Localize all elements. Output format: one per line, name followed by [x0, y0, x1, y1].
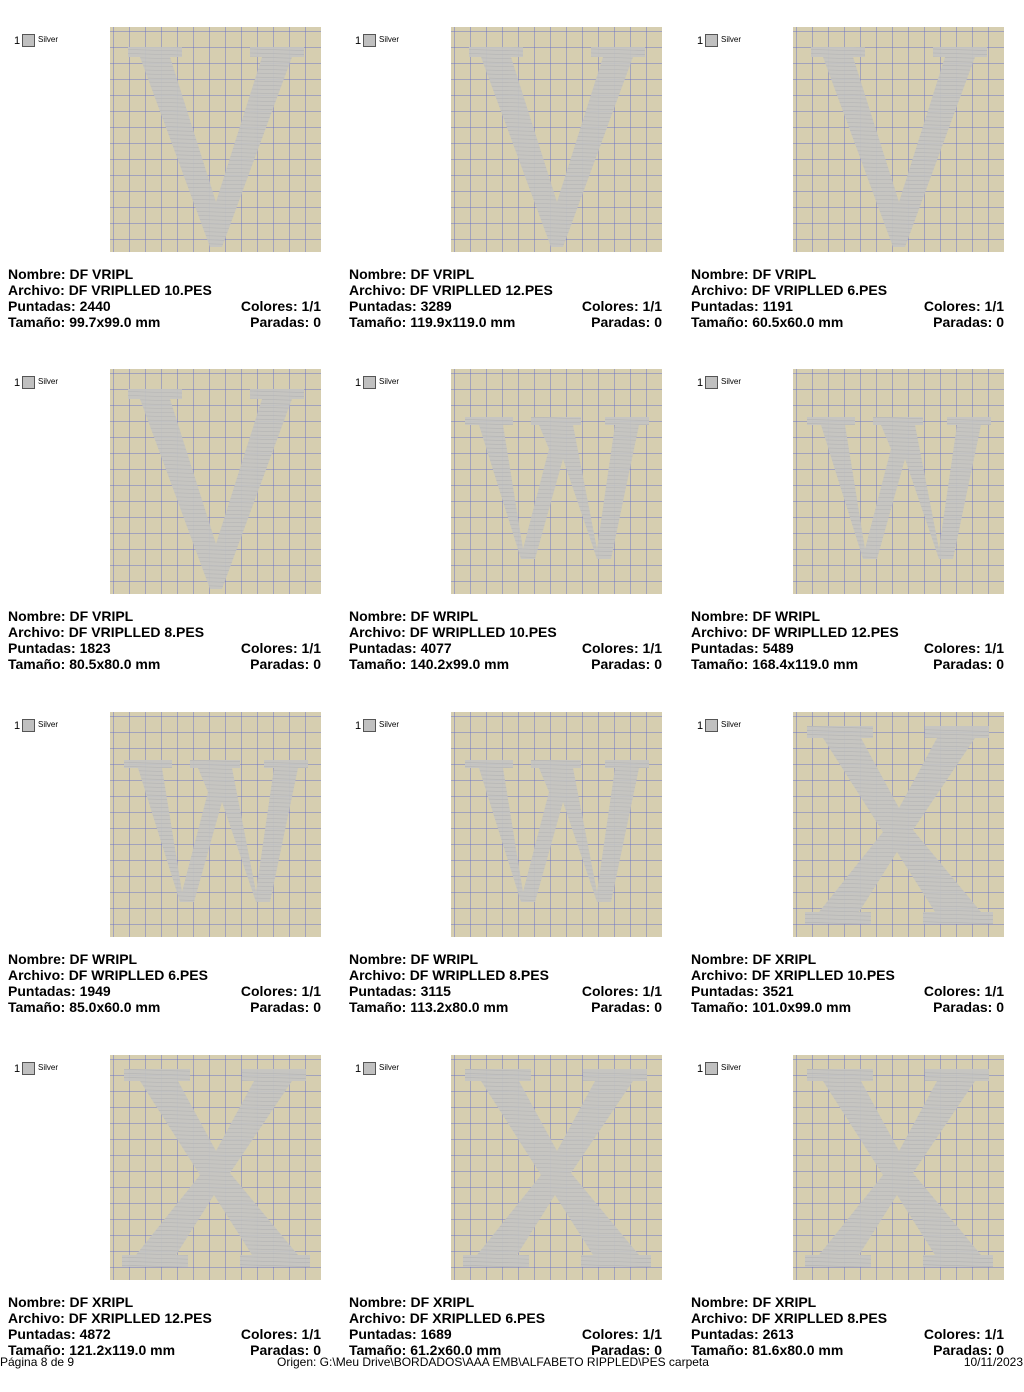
- design-file: DF XRIPLLED 12.PES: [68, 1310, 212, 1326]
- colors-label: Colores:: [923, 640, 981, 656]
- size-label: Tamaño:: [8, 314, 66, 330]
- stitches-label: Puntadas:: [349, 983, 417, 999]
- stitches-label: Puntadas:: [349, 640, 417, 656]
- letter-glyph-icon: [793, 1055, 1004, 1280]
- stitch-count: 2613: [762, 1326, 794, 1342]
- design-info: [691, 266, 1004, 330]
- design-file: DF WRIPLLED 6.PES: [68, 967, 208, 983]
- name-label: Nombre:: [691, 951, 749, 967]
- swatch-number: 1: [14, 35, 21, 47]
- colors-label: Colores:: [581, 1326, 639, 1342]
- design-name: DF WRIPL: [69, 951, 138, 967]
- design-file: DF XRIPLLED 8.PES: [751, 1310, 888, 1326]
- stops-label: Paradas:: [933, 1342, 993, 1358]
- design-card: [691, 719, 1021, 1049]
- swatch-number: 1: [355, 35, 362, 47]
- colors-label: Colores:: [923, 298, 981, 314]
- design-name: DF WRIPL: [752, 608, 821, 624]
- color-count: 1/1: [301, 640, 321, 656]
- colors-label: Colores:: [923, 983, 981, 999]
- name-label: Nombre:: [8, 951, 66, 967]
- size-label: Tamaño:: [8, 1342, 66, 1358]
- embroidery-preview: [110, 369, 321, 594]
- color-count: 1/1: [301, 298, 321, 314]
- file-label: Archivo:: [8, 282, 65, 298]
- name-label: Nombre:: [349, 608, 407, 624]
- stops-label: Paradas:: [591, 999, 651, 1015]
- color-box: [363, 1062, 376, 1075]
- stops-label: Paradas:: [933, 656, 993, 672]
- stop-count: 0: [313, 656, 321, 672]
- swatch-number: 1: [697, 35, 704, 47]
- color-name: Silver: [38, 377, 59, 386]
- design-card: [8, 34, 338, 364]
- colors-label: Colores:: [923, 1326, 981, 1342]
- stitches-label: Puntadas:: [691, 640, 759, 656]
- embroidery-preview: [451, 27, 662, 252]
- design-card: [691, 1062, 1021, 1392]
- color-count: 1/1: [984, 983, 1004, 999]
- design-card: [349, 1062, 679, 1392]
- size-label: Tamaño:: [349, 656, 407, 672]
- design-size: 121.2x119.0 mm: [69, 1342, 176, 1358]
- design-size: 119.9x119.0 mm: [410, 314, 516, 330]
- color-name: Silver: [721, 1063, 742, 1072]
- size-label: Tamaño:: [349, 1342, 407, 1358]
- embroidery-preview: [451, 1055, 662, 1280]
- color-name: Silver: [379, 1063, 400, 1072]
- design-name: DF XRIPL: [752, 951, 817, 967]
- size-label: Tamaño:: [691, 656, 749, 672]
- file-label: Archivo:: [691, 967, 748, 983]
- design-size: 168.4x119.0 mm: [752, 656, 859, 672]
- stitch-count: 1823: [79, 640, 111, 656]
- color-name: Silver: [38, 35, 59, 44]
- color-box: [363, 34, 376, 47]
- stitch-count: 4872: [79, 1326, 111, 1342]
- stops-label: Paradas:: [250, 1342, 310, 1358]
- design-file: DF VRIPLLED 8.PES: [68, 624, 205, 640]
- file-label: Archivo:: [8, 624, 65, 640]
- color-count: 1/1: [642, 1326, 662, 1342]
- stitch-count: 4077: [420, 640, 452, 656]
- file-label: Archivo:: [8, 1310, 65, 1326]
- design-info: [349, 951, 662, 1015]
- colors-label: Colores:: [240, 298, 298, 314]
- design-name: DF VRIPL: [69, 608, 134, 624]
- design-file: DF VRIPLLED 10.PES: [68, 282, 212, 298]
- size-label: Tamaño:: [691, 1342, 749, 1358]
- size-label: Tamaño:: [349, 999, 407, 1015]
- design-size: 81.6x80.0 mm: [752, 1342, 844, 1358]
- size-label: Tamaño:: [8, 999, 66, 1015]
- stop-count: 0: [996, 656, 1004, 672]
- letter-glyph-icon: [110, 712, 321, 937]
- embroidery-preview: [793, 712, 1004, 937]
- colors-label: Colores:: [581, 640, 639, 656]
- letter-glyph-icon: [451, 27, 662, 252]
- name-label: Nombre:: [349, 266, 407, 282]
- color-name: Silver: [721, 35, 742, 44]
- embroidery-preview: [793, 1055, 1004, 1280]
- colors-label: Colores:: [240, 640, 298, 656]
- design-size: 101.0x99.0 mm: [752, 999, 852, 1015]
- design-card: [8, 376, 338, 706]
- design-file: DF WRIPLLED 10.PES: [409, 624, 557, 640]
- file-label: Archivo:: [691, 282, 748, 298]
- embroidery-preview: [110, 1055, 321, 1280]
- size-label: Tamaño:: [691, 999, 749, 1015]
- color-box: [22, 1062, 35, 1075]
- design-name: DF VRIPL: [752, 266, 817, 282]
- color-box: [705, 719, 718, 732]
- color-count: 1/1: [984, 640, 1004, 656]
- file-label: Archivo:: [349, 967, 406, 983]
- color-box: [363, 376, 376, 389]
- stop-count: 0: [654, 314, 662, 330]
- stops-label: Paradas:: [591, 1342, 651, 1358]
- stitches-label: Puntadas:: [691, 298, 759, 314]
- stop-count: 0: [313, 314, 321, 330]
- design-info: [8, 1294, 321, 1358]
- design-info: [8, 608, 321, 672]
- letter-glyph-icon: [451, 712, 662, 937]
- name-label: Nombre:: [349, 1294, 407, 1310]
- design-info: [349, 266, 662, 330]
- design-name: DF VRIPL: [410, 266, 475, 282]
- stitch-count: 2440: [79, 298, 111, 314]
- file-label: Archivo:: [349, 624, 406, 640]
- color-box: [705, 1062, 718, 1075]
- design-card: [349, 719, 679, 1049]
- design-size: 61.2x60.0 mm: [410, 1342, 502, 1358]
- embroidery-preview: [110, 27, 321, 252]
- stops-label: Paradas:: [933, 999, 993, 1015]
- stops-label: Paradas:: [250, 314, 310, 330]
- design-name: DF WRIPL: [410, 608, 479, 624]
- color-box: [705, 376, 718, 389]
- stitches-label: Puntadas:: [691, 983, 759, 999]
- origin-path: Origen: G:\Meu Drive\BORDADOS\AAA EMB\ALFABETO RIPPLED\PES carpeta: [277, 1355, 709, 1369]
- stitch-count: 3289: [420, 298, 452, 314]
- stop-count: 0: [313, 1342, 321, 1358]
- design-file: DF XRIPLLED 6.PES: [409, 1310, 546, 1326]
- name-label: Nombre:: [691, 1294, 749, 1310]
- design-name: DF XRIPL: [410, 1294, 475, 1310]
- color-count: 1/1: [301, 983, 321, 999]
- design-card: [349, 34, 679, 364]
- design-name: DF XRIPL: [69, 1294, 134, 1310]
- stop-count: 0: [313, 999, 321, 1015]
- design-file: DF WRIPLLED 12.PES: [751, 624, 899, 640]
- swatch-number: 1: [697, 377, 704, 389]
- embroidery-preview: [793, 27, 1004, 252]
- color-box: [22, 719, 35, 732]
- embroidery-preview: [110, 712, 321, 937]
- page-number: Página 8 de 9: [0, 1355, 75, 1369]
- colors-label: Colores:: [240, 1326, 298, 1342]
- stop-count: 0: [654, 1342, 662, 1358]
- stitch-count: 1689: [420, 1326, 452, 1342]
- stitches-label: Puntadas:: [691, 1326, 759, 1342]
- colors-label: Colores:: [240, 983, 298, 999]
- design-size: 80.5x80.0 mm: [69, 656, 161, 672]
- file-label: Archivo:: [349, 282, 406, 298]
- design-card: [691, 34, 1021, 364]
- design-name: DF VRIPL: [69, 266, 134, 282]
- stitches-label: Puntadas:: [8, 640, 76, 656]
- stitches-label: Puntadas:: [8, 298, 76, 314]
- swatch-number: 1: [355, 720, 362, 732]
- color-box: [705, 34, 718, 47]
- embroidery-preview: [793, 369, 1004, 594]
- name-label: Nombre:: [8, 266, 66, 282]
- design-file: DF XRIPLLED 10.PES: [751, 967, 895, 983]
- color-box: [22, 34, 35, 47]
- stops-label: Paradas:: [250, 656, 310, 672]
- stitch-count: 5489: [762, 640, 794, 656]
- stitch-count: 3521: [762, 983, 794, 999]
- size-label: Tamaño:: [691, 314, 749, 330]
- design-size: 113.2x80.0 mm: [410, 999, 509, 1015]
- stops-label: Paradas:: [933, 314, 993, 330]
- stops-label: Paradas:: [591, 656, 651, 672]
- stop-count: 0: [996, 314, 1004, 330]
- name-label: Nombre:: [691, 608, 749, 624]
- color-count: 1/1: [642, 983, 662, 999]
- stops-label: Paradas:: [591, 314, 651, 330]
- size-label: Tamaño:: [8, 656, 66, 672]
- swatch-number: 1: [14, 377, 21, 389]
- letter-glyph-icon: [110, 1055, 321, 1280]
- letter-glyph-icon: [451, 369, 662, 594]
- name-label: Nombre:: [349, 951, 407, 967]
- file-label: Archivo:: [349, 1310, 406, 1326]
- stop-count: 0: [654, 656, 662, 672]
- design-name: DF XRIPL: [752, 1294, 817, 1310]
- design-file: DF VRIPLLED 6.PES: [751, 282, 888, 298]
- color-count: 1/1: [301, 1326, 321, 1342]
- color-box: [22, 376, 35, 389]
- letter-glyph-icon: [110, 369, 321, 594]
- design-card: [8, 1062, 338, 1392]
- color-count: 1/1: [642, 640, 662, 656]
- swatch-number: 1: [14, 1063, 21, 1075]
- swatch-number: 1: [697, 1063, 704, 1075]
- letter-glyph-icon: [793, 27, 1004, 252]
- design-name: DF WRIPL: [410, 951, 479, 967]
- design-file: DF VRIPLLED 12.PES: [409, 282, 553, 298]
- stop-count: 0: [654, 999, 662, 1015]
- color-count: 1/1: [984, 1326, 1004, 1342]
- design-size: 85.0x60.0 mm: [69, 999, 161, 1015]
- embroidery-preview: [451, 712, 662, 937]
- design-card: [349, 376, 679, 706]
- stitches-label: Puntadas:: [349, 298, 417, 314]
- swatch-number: 1: [697, 720, 704, 732]
- design-file: DF WRIPLLED 8.PES: [409, 967, 549, 983]
- color-name: Silver: [38, 1063, 59, 1072]
- color-name: Silver: [379, 720, 400, 729]
- stops-label: Paradas:: [250, 999, 310, 1015]
- letter-glyph-icon: [451, 1055, 662, 1280]
- design-info: [349, 608, 662, 672]
- print-date: 10/11/2023: [963, 1355, 1023, 1369]
- file-label: Archivo:: [8, 967, 65, 983]
- swatch-number: 1: [14, 720, 21, 732]
- file-label: Archivo:: [691, 1310, 748, 1326]
- stitches-label: Puntadas:: [8, 983, 76, 999]
- design-info: [691, 608, 1004, 672]
- swatch-number: 1: [355, 377, 362, 389]
- design-size: 99.7x99.0 mm: [69, 314, 161, 330]
- stitch-count: 3115: [420, 983, 451, 999]
- stop-count: 0: [996, 1342, 1004, 1358]
- color-count: 1/1: [642, 298, 662, 314]
- letter-glyph-icon: [110, 27, 321, 252]
- size-label: Tamaño:: [349, 314, 407, 330]
- name-label: Nombre:: [691, 266, 749, 282]
- swatch-number: 1: [355, 1063, 362, 1075]
- stitches-label: Puntadas:: [349, 1326, 417, 1342]
- color-name: Silver: [721, 720, 742, 729]
- color-box: [363, 719, 376, 732]
- letter-glyph-icon: [793, 712, 1004, 937]
- design-size: 140.2x99.0 mm: [410, 656, 510, 672]
- name-label: Nombre:: [8, 1294, 66, 1310]
- design-size: 60.5x60.0 mm: [752, 314, 844, 330]
- color-name: Silver: [721, 377, 742, 386]
- stop-count: 0: [996, 999, 1004, 1015]
- embroidery-preview: [451, 369, 662, 594]
- design-card: [8, 719, 338, 1049]
- stitches-label: Puntadas:: [8, 1326, 76, 1342]
- color-count: 1/1: [984, 298, 1004, 314]
- stitch-count: 1949: [79, 983, 111, 999]
- name-label: Nombre:: [8, 608, 66, 624]
- color-name: Silver: [379, 35, 400, 44]
- stitch-count: 1191: [762, 298, 793, 314]
- colors-label: Colores:: [581, 298, 639, 314]
- color-name: Silver: [38, 720, 59, 729]
- design-info: [691, 951, 1004, 1015]
- design-info: [349, 1294, 662, 1358]
- colors-label: Colores:: [581, 983, 639, 999]
- design-info: [8, 951, 321, 1015]
- design-card: [691, 376, 1021, 706]
- design-info: [691, 1294, 1004, 1358]
- letter-glyph-icon: [793, 369, 1004, 594]
- design-info: [8, 266, 321, 330]
- color-name: Silver: [379, 377, 400, 386]
- file-label: Archivo:: [691, 624, 748, 640]
